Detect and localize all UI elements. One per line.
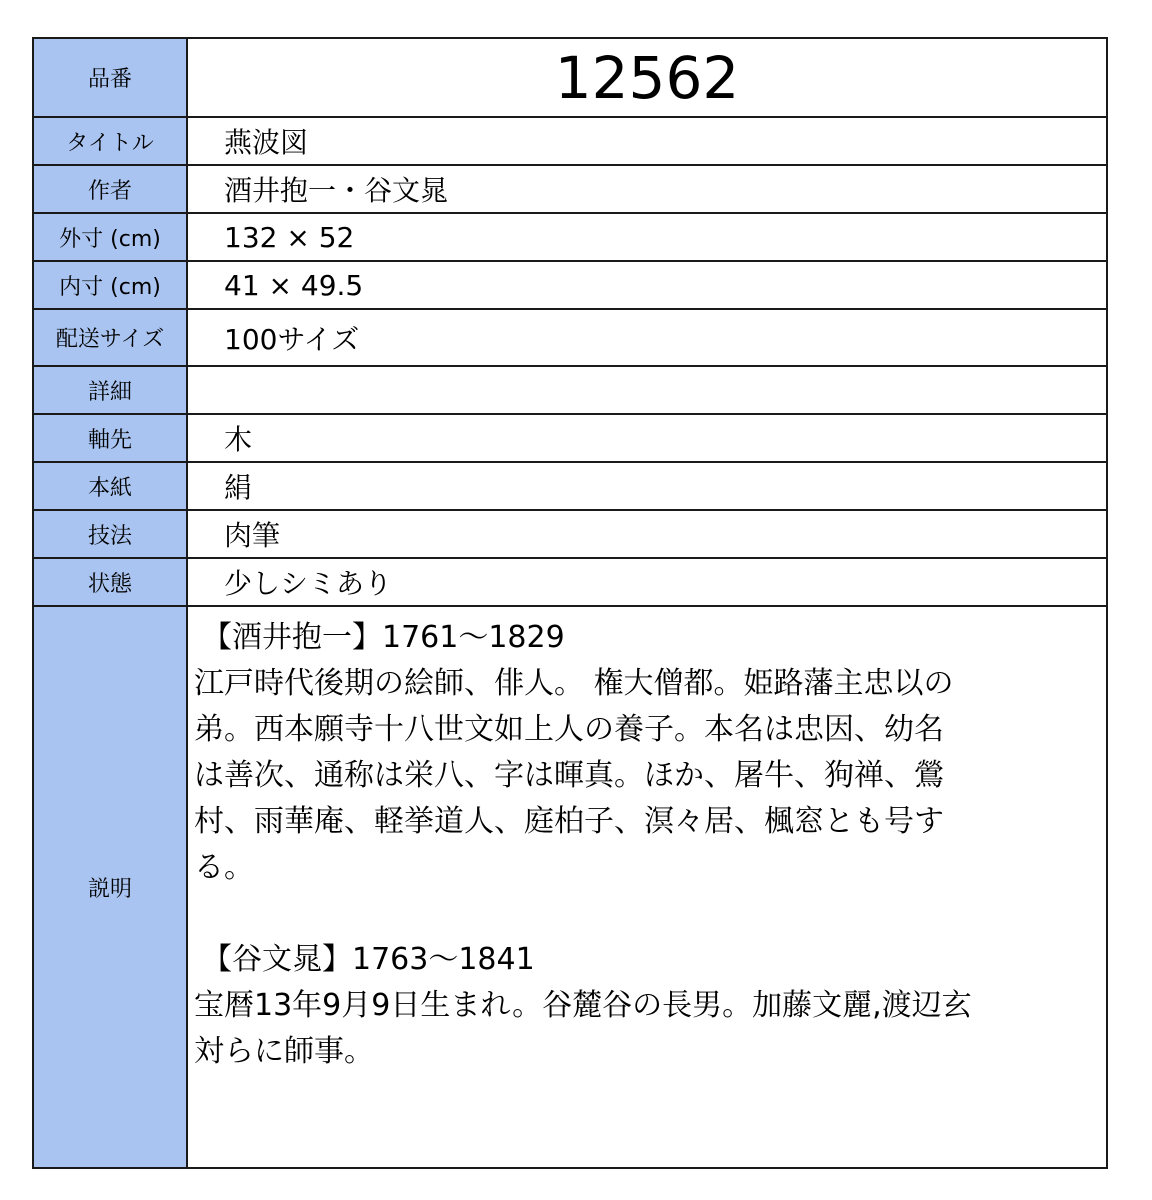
section-gap xyxy=(194,891,1096,937)
value-condition: 少しシミあり xyxy=(187,558,1107,606)
section1-line: 江戸時代後期の絵師、俳人。 権大僧都。姫路藩主忠以の xyxy=(194,666,954,701)
row-inner-size xyxy=(33,261,1107,309)
value-product-number: 12562 xyxy=(187,38,1107,117)
label-product-number: 品番 xyxy=(33,38,187,117)
section1-line: は善次、通称は栄八、字は暉真。ほか、屠牛、狗禅、鶯 xyxy=(194,758,944,793)
label-details: 詳細 xyxy=(33,366,187,414)
value-base-material: 絹 xyxy=(187,462,1107,510)
row-base-material xyxy=(33,462,1107,510)
label-base-material: 本紙 xyxy=(33,462,187,510)
row-product-number xyxy=(33,38,1107,117)
label-author: 作者 xyxy=(33,165,187,213)
row-condition xyxy=(33,558,1107,606)
label-technique: 技法 xyxy=(33,510,187,558)
section1-line: る。 xyxy=(194,850,254,885)
row-outer-size xyxy=(33,213,1107,261)
value-roller-end: 木 xyxy=(187,414,1107,462)
row-roller-end xyxy=(33,414,1107,462)
section1-heading: 【酒井抱一】1761〜1829 xyxy=(202,620,565,655)
value-inner-size: 41 × 49.5 xyxy=(187,261,1107,309)
section2-line: 宝暦13年9月9日生まれ。谷麓谷の長男。加藤文麗,渡辺玄 xyxy=(194,988,972,1023)
label-inner-size: 内寸 (cm) xyxy=(33,261,187,309)
row-technique xyxy=(33,510,1107,558)
section1-line: 弟。西本願寺十八世文如上人の養子。本名は忠因、幼名 xyxy=(194,712,944,747)
row-title xyxy=(33,117,1107,165)
label-title: タイトル xyxy=(33,117,187,165)
row-description xyxy=(33,606,1107,1168)
section1-line: 村、雨華庵、軽挙道人、庭柏子、溟々居、楓窓とも号す xyxy=(194,804,944,839)
label-roller-end: 軸先 xyxy=(33,414,187,462)
label-shipping-size: 配送サイズ xyxy=(33,309,187,366)
row-details xyxy=(33,366,1107,414)
value-author: 酒井抱一・谷文晁 xyxy=(187,165,1107,213)
row-author xyxy=(33,165,1107,213)
value-title: 燕波図 xyxy=(187,117,1107,165)
value-details xyxy=(187,366,1107,414)
product-spec-table xyxy=(32,37,1108,1169)
description-text xyxy=(187,606,1107,1168)
label-condition: 状態 xyxy=(33,558,187,606)
row-shipping-size xyxy=(33,309,1107,366)
label-description: 説明 xyxy=(33,606,187,1168)
value-outer-size: 132 × 52 xyxy=(187,213,1107,261)
value-technique: 肉筆 xyxy=(187,510,1107,558)
section2-line: 対らに師事。 xyxy=(194,1034,374,1069)
value-shipping-size: 100サイズ xyxy=(187,309,1107,366)
section2-heading: 【谷文晁】1763〜1841 xyxy=(202,942,535,977)
label-outer-size: 外寸 (cm) xyxy=(33,213,187,261)
